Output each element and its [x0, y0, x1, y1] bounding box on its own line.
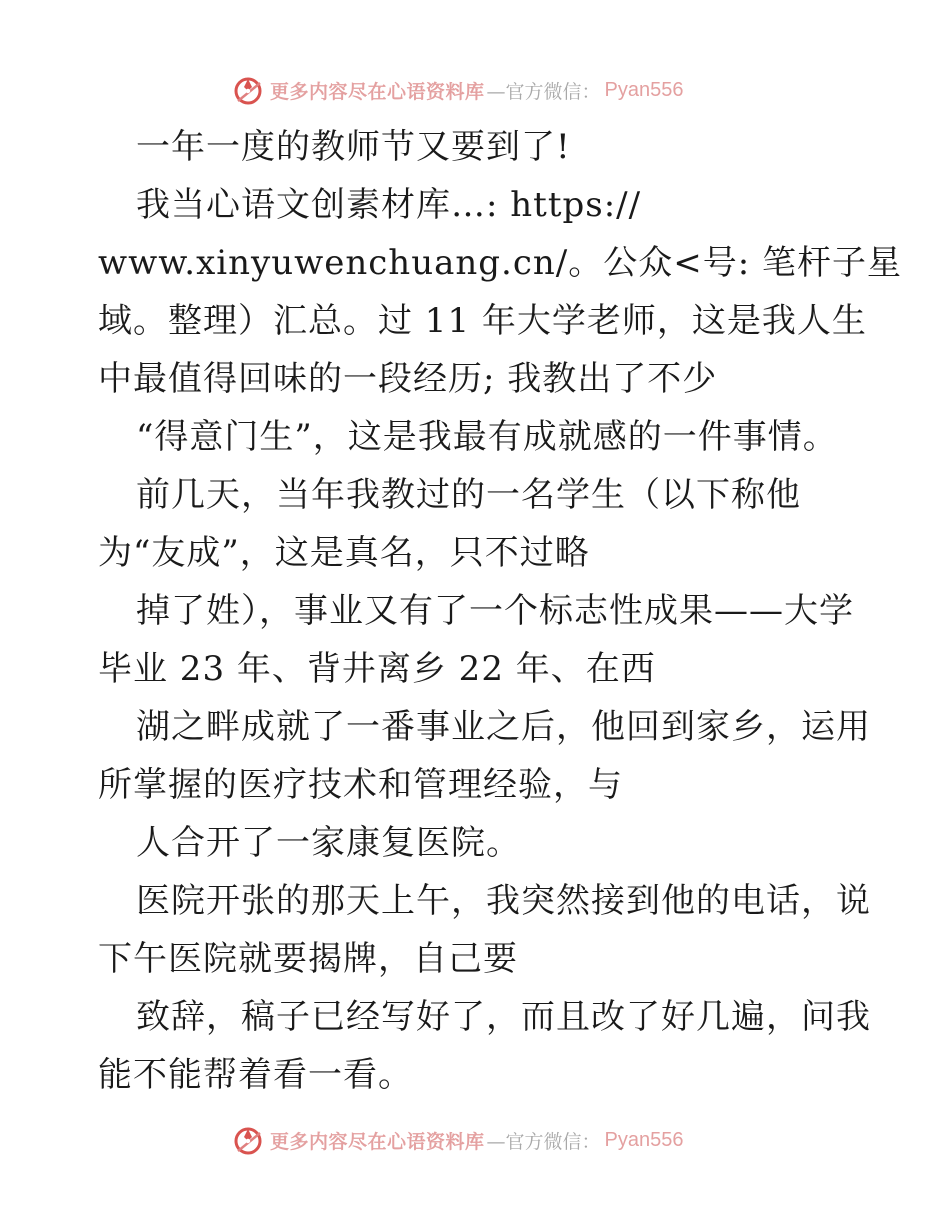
text-line: 致辞，稿子已经写好了，而且改了好几遍，问我 [136, 997, 871, 1037]
text-line: “得意门生”，这是我最有成就感的一件事情。 [136, 417, 838, 457]
footer-banner [232, 1122, 684, 1158]
article-body [98, 118, 902, 1104]
banner-brand-text: 更多内容尽在心语资料库 [270, 1130, 485, 1153]
pen-logo-icon [232, 73, 266, 107]
banner-wechat-label: —官方微信： [486, 1130, 601, 1153]
text-line: 域。整理）汇总。过 11 年大学老师，这是我人生 [98, 301, 867, 341]
banner-wechat-id: Pyan556 [604, 1128, 684, 1151]
text-line: 下午医院就要揭牌，自己要 [98, 939, 518, 979]
banner-wechat-label: —官方微信： [486, 80, 601, 103]
banner-wechat-id: Pyan556 [604, 78, 684, 101]
text-line: 我当心语文创素材库…: https:// [136, 185, 642, 225]
text-line: 前几天，当年我教过的一名学生（以下称他 [136, 475, 801, 515]
text-line: 能不能帮着看一看。 [98, 1055, 413, 1095]
pen-logo-icon [232, 1123, 266, 1157]
text-line: 毕业 23 年、背井离乡 22 年、在西 [98, 649, 656, 689]
text-line: 掉了姓），事业又有了一个标志性成果——大学 [136, 591, 854, 631]
text-line: 一年一度的教师节又要到了! [136, 127, 571, 167]
text-line: 湖之畔成就了一番事业之后，他回到家乡，运用 [136, 707, 871, 747]
text-line: 人合开了一家康复医院。 [136, 823, 521, 863]
text-line: www.xinyuwenchuang.cn/。公众<号: 笔杆子星 [98, 243, 902, 283]
text-line: 医院开张的那天上午，我突然接到他的电话，说 [136, 881, 871, 921]
text-line: 所掌握的医疗技术和管理经验，与 [98, 765, 623, 805]
header-banner [232, 72, 684, 108]
banner-brand-text: 更多内容尽在心语资料库 [270, 80, 485, 103]
text-line: 为“友成”，这是真名，只不过略 [98, 533, 590, 573]
text-line: 中最值得回味的一段经历; 我教出了不少 [98, 359, 718, 399]
